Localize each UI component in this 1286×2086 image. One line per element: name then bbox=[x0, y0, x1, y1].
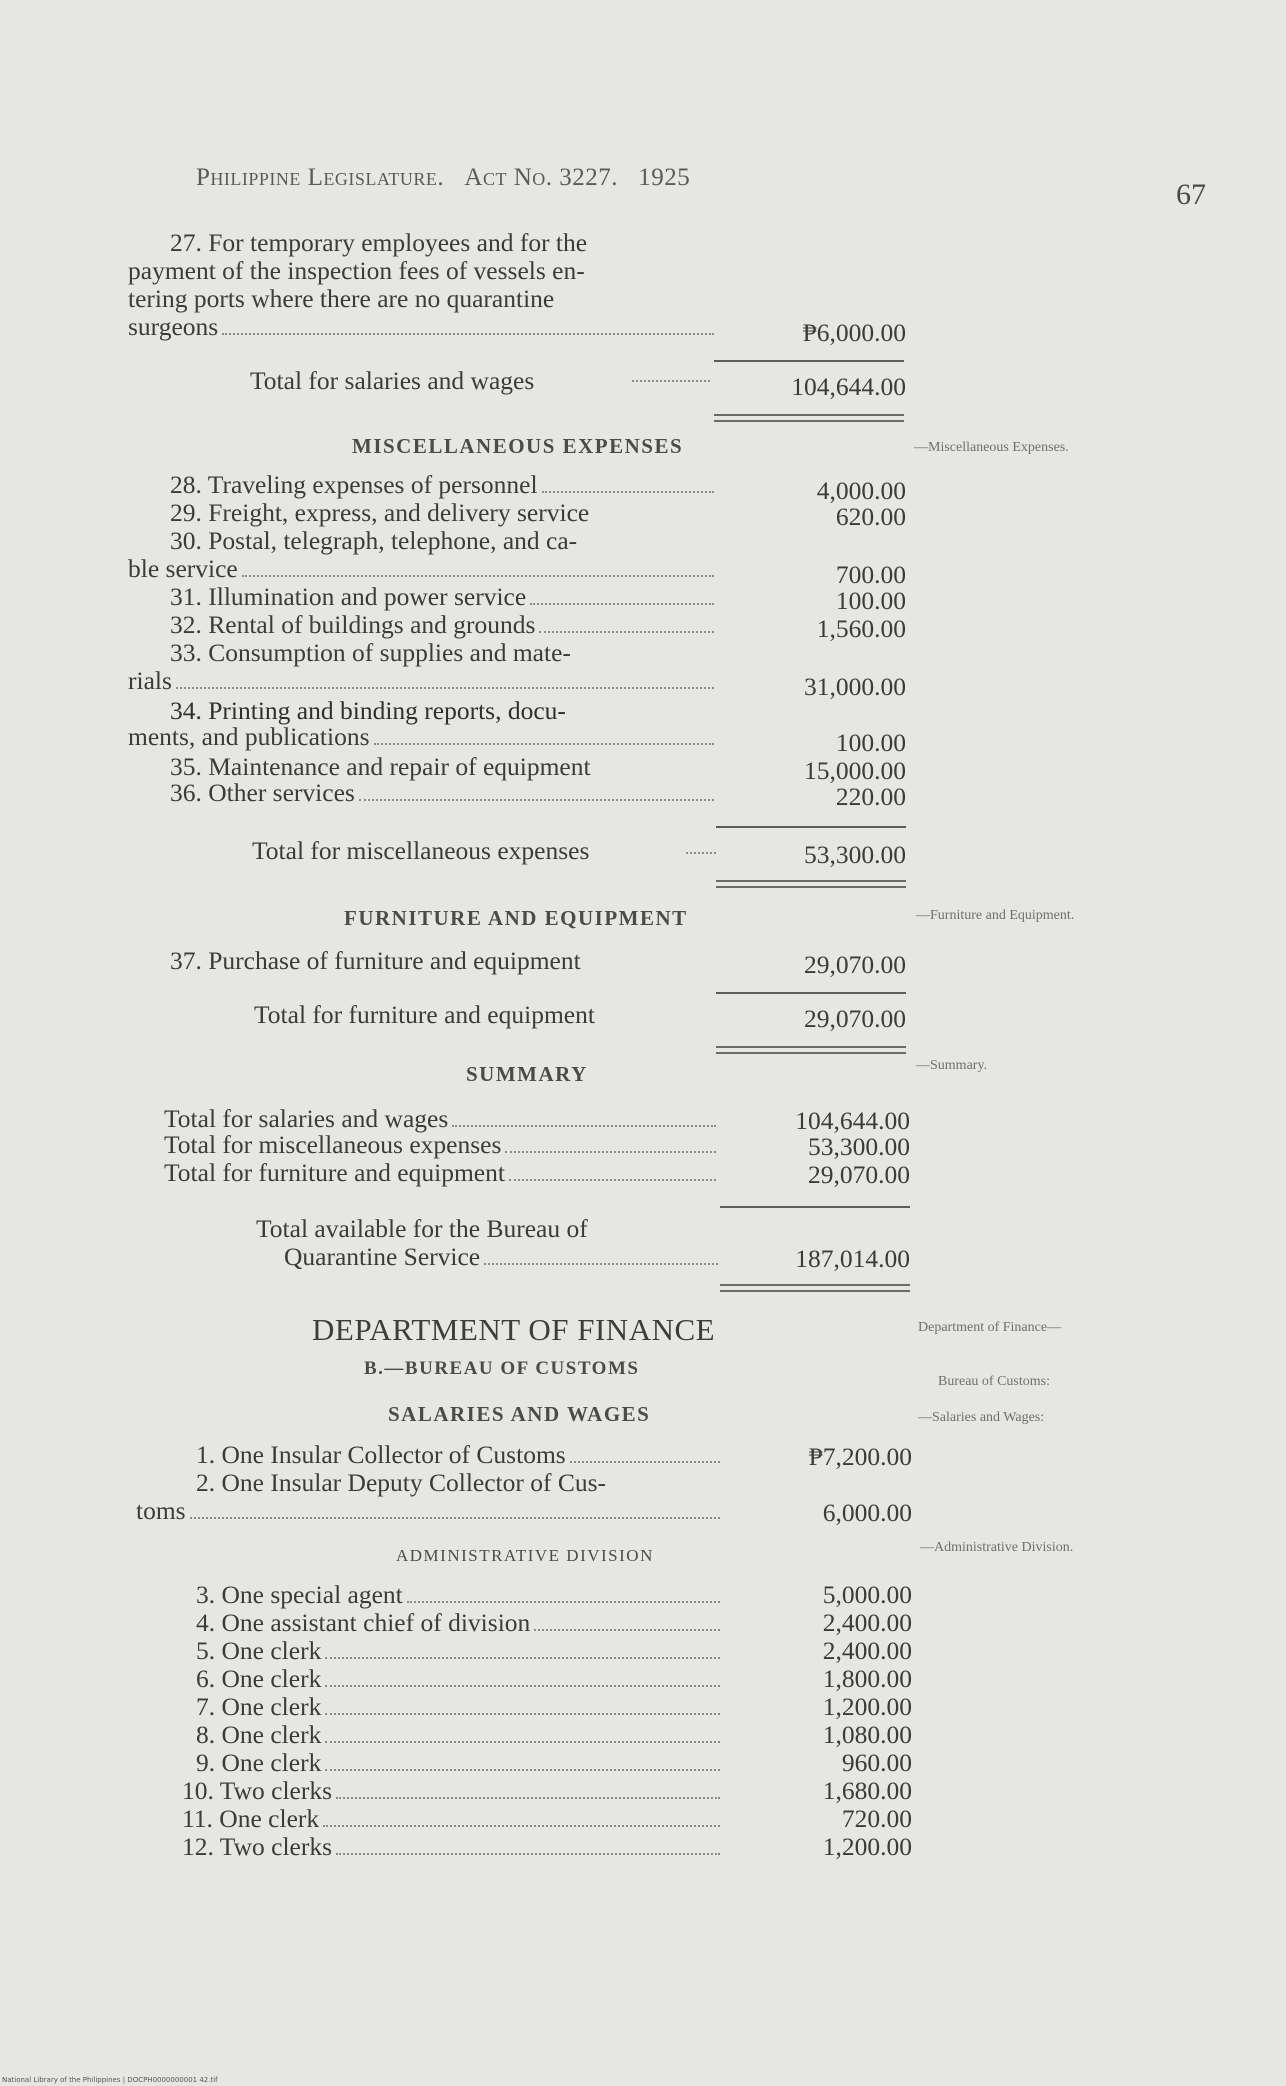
summary-amount-salaries: 104,644.00 bbox=[795, 1106, 910, 1135]
summary-grand-label-1: Total available for the Bureau of bbox=[256, 1214, 588, 1243]
rule bbox=[716, 992, 906, 994]
misc-amount-28: 4,000.00 bbox=[816, 476, 906, 505]
admin-item-11: 11. One clerk bbox=[182, 1804, 724, 1834]
misc-item-33a: 33. Consumption of supplies and mate- bbox=[170, 638, 571, 667]
misc-item-31: 31. Illumination and power service bbox=[170, 582, 718, 612]
admin-amount-8: 1,080.00 bbox=[822, 1720, 912, 1749]
misc-total-amount: 53,300.00 bbox=[804, 840, 906, 869]
admin-item-10: 10. Two clerks bbox=[182, 1776, 724, 1806]
misc-item-36: 36. Other services bbox=[170, 778, 718, 808]
summary-row-salaries: Total for salaries and wages bbox=[164, 1104, 720, 1134]
admin-amount-5: 2,400.00 bbox=[822, 1636, 912, 1665]
admin-item-4: 4. One assistant chief of division bbox=[196, 1608, 724, 1638]
furniture-total-label: Total for furniture and equipment bbox=[254, 1000, 595, 1029]
misc-item-34a: 34. Printing and binding reports, docu- bbox=[170, 696, 566, 725]
admin-item-3: 3. One special agent bbox=[196, 1580, 724, 1610]
misc-item-35: 35. Maintenance and repair of equipment bbox=[170, 752, 591, 781]
finance-heading: DEPARTMENT OF FINANCE bbox=[312, 1312, 716, 1347]
rule bbox=[714, 360, 904, 362]
customs-salaries-note: —Salaries and Wages: bbox=[918, 1410, 1045, 1425]
admin-amount-3: 5,000.00 bbox=[822, 1580, 912, 1609]
misc-item-30a: 30. Postal, telegraph, telephone, and ca- bbox=[170, 526, 578, 555]
admin-amount-11: 720.00 bbox=[841, 1804, 912, 1833]
admin-amount-9: 960.00 bbox=[841, 1748, 912, 1777]
summary-heading: SUMMARY bbox=[466, 1062, 588, 1086]
item-27-line3: tering ports where there are no quarantine bbox=[128, 284, 555, 313]
summary-grand-label-2: Quarantine Service bbox=[284, 1242, 722, 1272]
admin-item-8: 8. One clerk bbox=[196, 1720, 724, 1750]
header-year: 1925 bbox=[638, 164, 691, 191]
double-rule bbox=[716, 880, 906, 888]
misc-amount-35: 15,000.00 bbox=[804, 756, 906, 785]
item-27-amount: ₱6,000.00 bbox=[802, 318, 906, 347]
customs-note: Bureau of Customs: bbox=[938, 1374, 1050, 1389]
admin-item-6: 6. One clerk bbox=[196, 1664, 724, 1694]
customs-amount-2: 6,000.00 bbox=[822, 1498, 912, 1527]
furniture-heading: FURNITURE AND EQUIPMENT bbox=[344, 906, 688, 930]
misc-note: —Miscellaneous Expenses. bbox=[914, 440, 1069, 455]
customs-salaries-heading: SALARIES AND WAGES bbox=[388, 1402, 651, 1426]
misc-amount-31: 100.00 bbox=[835, 586, 906, 615]
admin-item-12: 12. Two clerks bbox=[182, 1832, 724, 1862]
admin-amount-12: 1,200.00 bbox=[822, 1832, 912, 1861]
admin-item-7: 7. One clerk bbox=[196, 1692, 724, 1722]
page-number: 67 bbox=[1176, 178, 1206, 211]
customs-amount-1: ₱7,200.00 bbox=[808, 1442, 912, 1471]
rule bbox=[716, 826, 906, 828]
misc-item-29: 29. Freight, express, and delivery service bbox=[170, 498, 590, 527]
total-salaries-amount: 104,644.00 bbox=[791, 372, 906, 401]
misc-total-label: Total for miscellaneous expenses bbox=[252, 836, 590, 865]
item-27-line2: payment of the inspection fees of vessels en- bbox=[128, 256, 585, 285]
misc-item-34b: ments, and publications bbox=[128, 722, 718, 752]
archive-footer-tag: National Library of the Philippines | DOCPH0000000001 42.tif bbox=[2, 2076, 218, 2084]
customs-item-1: 1. One Insular Collector of Customs bbox=[196, 1440, 724, 1470]
admin-amount-7: 1,200.00 bbox=[822, 1692, 912, 1721]
double-rule bbox=[716, 1046, 906, 1054]
admin-item-9: 9. One clerk bbox=[196, 1748, 724, 1778]
furniture-item-amount: 29,070.00 bbox=[804, 950, 906, 979]
item-27-line4: surgeons bbox=[128, 312, 718, 342]
customs-item-2a: 2. One Insular Deputy Collector of Cus- bbox=[196, 1468, 607, 1497]
header-act: Act No. 3227. bbox=[464, 164, 619, 191]
misc-amount-30: 700.00 bbox=[835, 560, 906, 589]
customs-item-2b: toms bbox=[136, 1496, 724, 1526]
customs-subheading: B.—BUREAU OF CUSTOMS bbox=[364, 1358, 640, 1379]
admin-division-note: —Administrative Division. bbox=[920, 1540, 1074, 1555]
furniture-note: —Furniture and Equipment. bbox=[916, 908, 1075, 923]
summary-amount-misc: 53,300.00 bbox=[808, 1132, 910, 1161]
running-header bbox=[196, 164, 690, 192]
double-rule bbox=[714, 414, 904, 422]
admin-amount-4: 2,400.00 bbox=[822, 1608, 912, 1637]
misc-amount-32: 1,560.00 bbox=[816, 614, 906, 643]
admin-item-5: 5. One clerk bbox=[196, 1636, 724, 1666]
misc-amount-33: 31,000.00 bbox=[804, 672, 906, 701]
summary-row-misc: Total for miscellaneous expenses bbox=[164, 1130, 720, 1160]
misc-amount-34: 100.00 bbox=[835, 728, 906, 757]
misc-item-33b: rials bbox=[128, 666, 718, 696]
misc-heading: MISCELLANEOUS EXPENSES bbox=[352, 434, 684, 458]
misc-item-32: 32. Rental of buildings and grounds bbox=[170, 610, 718, 640]
summary-grand-amount: 187,014.00 bbox=[795, 1244, 910, 1273]
summary-amount-furniture: 29,070.00 bbox=[808, 1160, 910, 1189]
admin-division-heading: ADMINISTRATIVE DIVISION bbox=[396, 1546, 654, 1565]
misc-item-28: 28. Traveling expenses of personnel bbox=[170, 470, 718, 500]
misc-amount-36: 220.00 bbox=[835, 782, 906, 811]
total-salaries-label: Total for salaries and wages bbox=[250, 366, 535, 395]
misc-item-30b: ble service bbox=[128, 554, 718, 584]
rule bbox=[720, 1206, 910, 1208]
summary-row-furniture: Total for furniture and equipment bbox=[164, 1158, 720, 1188]
furniture-item-37: 37. Purchase of furniture and equipment bbox=[170, 946, 581, 975]
header-title: Philippine Legislature. bbox=[196, 164, 445, 191]
double-rule bbox=[720, 1284, 910, 1292]
misc-amount-29: 620.00 bbox=[835, 502, 906, 531]
admin-amount-6: 1,800.00 bbox=[822, 1664, 912, 1693]
furniture-total-amount: 29,070.00 bbox=[804, 1004, 906, 1033]
item-27-line1: 27. For temporary employees and for the bbox=[170, 228, 588, 257]
admin-amount-10: 1,680.00 bbox=[822, 1776, 912, 1805]
finance-dept-note: Department of Finance— bbox=[918, 1320, 1062, 1335]
summary-note: —Summary. bbox=[916, 1058, 988, 1073]
